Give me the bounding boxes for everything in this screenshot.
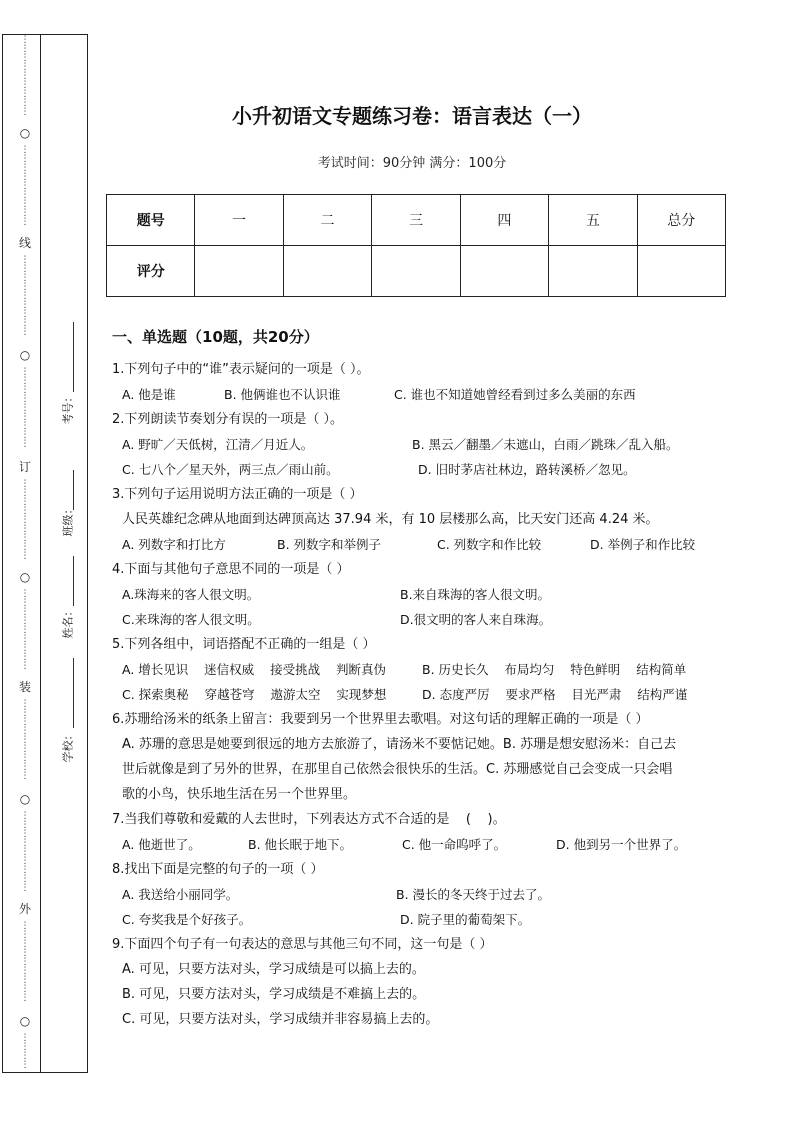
option: A. 我送给小丽同学。: [122, 887, 239, 902]
question-stem: 7.当我们尊敬和爱戴的人去世时，下列表达方式不合适的是 ( )。: [112, 812, 506, 827]
option: A.珠海来的客人很文明。: [122, 587, 260, 602]
option: C. 谁也不知道她曾经看到过多么美丽的东西: [394, 387, 636, 402]
binding-dot-column: [16, 36, 34, 1071]
option: A. 他是谁: [122, 387, 176, 402]
option-row: [112, 907, 722, 932]
section-title: 一、单选题（10题，共20分）: [112, 328, 319, 346]
score-cell: 评分: [107, 246, 195, 297]
exam-number-label: 考号：: [61, 391, 74, 425]
score-cell: 三: [372, 195, 460, 246]
binding-char-xian: 线: [16, 236, 34, 250]
score-input-cell[interactable]: [372, 246, 460, 297]
score-cell: 总分: [637, 195, 725, 246]
question-stem: 4.下面与其他句子意思不同的一项是（ ）: [112, 562, 350, 577]
option-row: [112, 457, 722, 482]
dotted-line: ⋮ ⋮ ⋮ ⋮ ⋮ ⋮ ⋮ ⋮ ⋮: [20, 811, 30, 893]
option-row: [112, 882, 722, 907]
option-row: [112, 382, 722, 407]
option: A. 野旷／天低树，江清／月近人。: [122, 437, 314, 452]
circle-mark: ○: [16, 348, 34, 362]
question-passage: 人民英雄纪念碑从地面到达碑顶高达 37.94 米，有 10 层楼那么高，比天安门还高 4.24 米。: [122, 512, 659, 527]
option: B. 漫长的冬天终于过去了。: [396, 887, 551, 902]
question-stem: 5.下列各组中，词语搭配不正确的一组是（ ）: [112, 637, 376, 652]
page-title: 小升初语文专题练习卷：语言表达（一）: [232, 104, 592, 128]
option: B. 他长眠于地下。: [248, 837, 353, 852]
option-row: [112, 832, 722, 857]
name-label: 姓名：: [61, 605, 74, 639]
circle-mark: ○: [16, 570, 34, 584]
dotted-line: ⋮ ⋮ ⋮ ⋮ ⋮ ⋮ ⋮ ⋮ ⋮: [20, 145, 30, 227]
question-stem: 6.苏珊给汤米的纸条上留言：我要到另一个世界里去歌唱。对这句话的理解正确的一项是（ ）: [112, 712, 649, 727]
option: B. 历史长久 布局均匀 特色鲜明 结构简单: [422, 662, 687, 677]
option: C. 他一命呜呼了。: [402, 837, 507, 852]
binding-char-wai: 外: [16, 902, 34, 916]
option: B. 黑云／翻墨／未遮山，白雨／跳珠／乱入船。: [412, 437, 679, 452]
option-row: [112, 582, 722, 607]
dotted-line: ⋮ ⋮ ⋮ ⋮ ⋮ ⋮ ⋮ ⋮ ⋮: [20, 589, 30, 671]
score-cell: 题号: [107, 195, 195, 246]
circle-mark: ○: [16, 792, 34, 806]
option: C.来珠海的客人很文明。: [122, 612, 260, 627]
exam-number-line: [73, 322, 74, 392]
option: C. 可见，只要方法对头，学习成绩并非容易搞上去的。: [122, 1012, 439, 1027]
option: D. 态度严厉 要求严格 目光严肃 结构严谨: [422, 687, 688, 702]
school-label: 学校：: [61, 729, 74, 763]
option: D. 举例子和作比较: [590, 537, 696, 552]
option: A. 可见，只要方法对头，学习成绩是可以搞上去的。: [122, 962, 425, 977]
option: C. 七八个／星天外，两三点／雨山前。: [122, 462, 339, 477]
score-input-cell[interactable]: [283, 246, 371, 297]
score-input-cell[interactable]: [549, 246, 637, 297]
option: B. 可见，只要方法对头，学习成绩是不难搞上去的。: [122, 987, 426, 1002]
option: B.来自珠海的客人很文明。: [400, 587, 551, 602]
option: A. 他逝世了。: [122, 837, 201, 852]
class-label: 班级：: [61, 503, 74, 537]
option: B. 他俩谁也不认识谁: [224, 387, 341, 402]
option-row: [112, 432, 722, 457]
question-stem: 9.下面四个句子有一句表达的意思与其他三句不同，这一句是（ ）: [112, 937, 493, 952]
class-line-lower: [73, 556, 74, 606]
question-section: [112, 326, 722, 1032]
score-cell: 五: [549, 195, 637, 246]
option: B. 列数字和举例子: [277, 537, 382, 552]
dotted-line: ⋮ ⋮ ⋮ ⋮ ⋮ ⋮ ⋮ ⋮ ⋮: [20, 479, 30, 561]
score-cell: 二: [283, 195, 371, 246]
binding-strip-divider: [40, 34, 41, 1073]
dotted-line: ⋮ ⋮ ⋮ ⋮ ⋮ ⋮ ⋮ ⋮ ⋮: [20, 921, 30, 1003]
score-input-cell[interactable]: [637, 246, 725, 297]
option-text: A. 苏珊的意思是她要到很远的地方去旅游了，请汤米不要惦记她。B. 苏珊是想安慰汤米：自己去: [122, 737, 677, 752]
question-stem: 3.下列句子运用说明方法正确的一项是（ ）: [112, 487, 363, 502]
option: C. 列数字和作比较: [437, 537, 542, 552]
score-table-header-row: [107, 195, 726, 246]
question-stem: 1.下列句子中的“谁”表示疑问的一项是（ ）。: [112, 362, 370, 377]
option: C. 夸奖我是个好孩子。: [122, 912, 252, 927]
binding-strip: [2, 34, 88, 1073]
score-cell: 四: [460, 195, 548, 246]
option-row: [112, 682, 722, 707]
score-table-score-row: [107, 246, 726, 297]
option-row: [112, 532, 722, 557]
exam-info: 考试时间：90分钟 满分：100分: [317, 156, 507, 171]
name-line: [73, 658, 74, 728]
dotted-line: ⋮ ⋮ ⋮ ⋮ ⋮ ⋮ ⋮ ⋮ ⋮: [20, 35, 30, 117]
dotted-line: ⋮ ⋮ ⋮ ⋮ ⋮ ⋮ ⋮ ⋮ ⋮: [20, 367, 30, 449]
option: D. 院子里的葡萄架下。: [400, 912, 531, 927]
score-input-cell[interactable]: [460, 246, 548, 297]
circle-mark: ○: [16, 1014, 34, 1028]
dotted-line: ⋮ ⋮ ⋮ ⋮ ⋮ ⋮ ⋮ ⋮ ⋮: [20, 699, 30, 781]
option: D. 旧时茅店社林边，路转溪桥／忽见。: [418, 462, 636, 477]
circle-mark: ○: [16, 126, 34, 140]
binding-char-zhuang: 装: [16, 680, 34, 694]
score-table: [106, 194, 726, 297]
option: D.很文明的客人来自珠海。: [400, 612, 552, 627]
option: D. 他到另一个世界了。: [556, 837, 687, 852]
dotted-line: ⋮ ⋮ ⋮ ⋮ ⋮ ⋮ ⋮ ⋮ ⋮: [20, 255, 30, 337]
score-input-cell[interactable]: [195, 246, 283, 297]
option: A. 列数字和打比方: [122, 537, 226, 552]
option-text: 歌的小鸟，快乐地生活在另一个世界里。: [122, 787, 357, 802]
question-stem: 8.找出下面是完整的句子的一项（ ）: [112, 862, 324, 877]
option-text: 世后就像是到了另外的世界，在那里自己依然会很快乐的生活。C. 苏珊感觉自己会变成一只会唱: [122, 762, 673, 777]
score-cell: 一: [195, 195, 283, 246]
binding-char-ding: 订: [16, 460, 34, 474]
option: C. 探索奥秘 穿越苍穹 遨游太空 实现梦想: [122, 687, 387, 702]
question-stem: 2.下列朗读节奏划分有误的一项是（ ）。: [112, 412, 344, 427]
option-row: [112, 607, 722, 632]
option: A. 增长见识 迷信权威 接受挑战 判断真伪: [122, 662, 386, 677]
dotted-line: ⋮ ⋮ ⋮ ⋮: [20, 1033, 30, 1070]
option-row: [112, 657, 722, 682]
